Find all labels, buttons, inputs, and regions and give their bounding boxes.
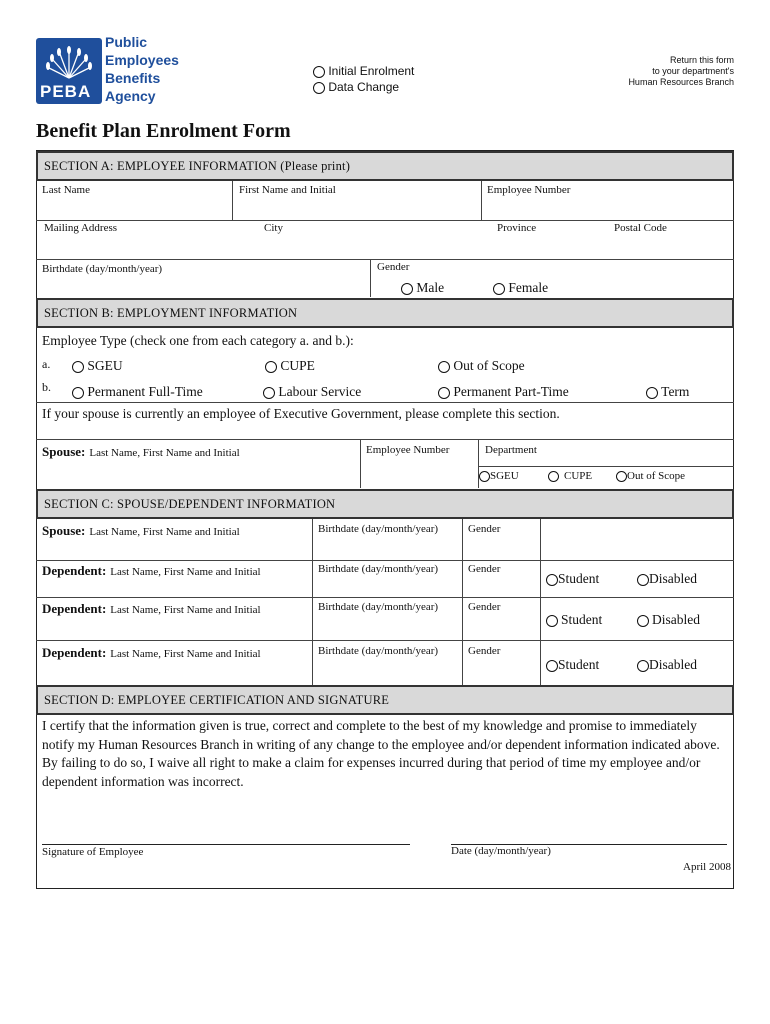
dependent-1-disabled-option[interactable]: Disabled: [637, 571, 697, 587]
dept-cupe-option[interactable]: CUPE: [548, 470, 592, 482]
radio-icon[interactable]: [265, 361, 277, 373]
spouse-birthdate-label: Birthdate (day/month/year): [318, 523, 439, 535]
mailing-address-label: Mailing Address: [44, 222, 118, 234]
employee-number-label: Employee Number: [487, 184, 571, 196]
first-name-label: First Name and Initial: [239, 184, 336, 196]
spouse-note: If your spouse is currently an employee of Executive Government, please complete this section.: [42, 406, 560, 421]
radio-icon[interactable]: [493, 283, 505, 295]
employee-number-field[interactable]: [485, 197, 730, 217]
data-change-option[interactable]: Data Change: [313, 80, 399, 94]
initial-enrolment-option[interactable]: Initial Enrolment: [313, 64, 414, 78]
city-label: City: [264, 222, 283, 234]
radio-icon[interactable]: [637, 660, 649, 672]
radio-icon[interactable]: [438, 387, 450, 399]
radio-icon[interactable]: [546, 574, 558, 586]
dependent-3-label: Dependent: Last Name, First Name and Initial: [42, 645, 261, 660]
spouse-gender-label: Gender: [468, 523, 501, 535]
radio-icon[interactable]: [546, 660, 558, 672]
dependent-3-disabled-option[interactable]: Disabled: [637, 657, 697, 673]
signature-label: Signature of Employee: [42, 846, 144, 858]
female-option[interactable]: Female: [493, 280, 548, 296]
last-name-field[interactable]: [40, 197, 228, 217]
dependent-1-label: Dependent: Last Name, First Name and Initial: [42, 563, 261, 578]
radio-icon[interactable]: [479, 471, 490, 482]
male-option[interactable]: Male: [401, 280, 444, 296]
form-version: April 2008: [683, 861, 731, 873]
signature-line[interactable]: [42, 844, 410, 845]
radio-icon[interactable]: [72, 361, 84, 373]
radio-icon[interactable]: [313, 66, 325, 78]
certification-text: I certify that the information given is true, correct and complete to the best of my knowledge and promise to immediately notify my Human Resources Branch in writing of any change to the employee and/or dependent information indicated above. By failing to do so, I waive all right to make a claim for expenses incurred during that period of time my employee and/or dependent information was incorrect.: [42, 718, 720, 789]
dependent-2-label: Dependent: Last Name, First Name and Initial: [42, 601, 261, 616]
agency-name: Public Employees Benefits Agency: [105, 34, 179, 104]
term-option[interactable]: Term: [646, 384, 689, 400]
spouse-row-label: Spouse: Last Name, First Name and Initial: [42, 523, 240, 538]
dependent-2-birthdate-label: Birthdate (day/month/year): [318, 601, 439, 613]
last-name-label: Last Name: [42, 184, 90, 196]
radio-icon[interactable]: [637, 574, 649, 586]
postal-code-label: Postal Code: [614, 222, 667, 234]
radio-icon[interactable]: [438, 361, 450, 373]
section-d-heading: SECTION D: EMPLOYEE CERTIFICATION AND SIGNATURE: [36, 685, 734, 715]
logo-wordmark: PEBA: [40, 82, 92, 101]
province-label: Province: [497, 222, 537, 234]
date-label: Date (day/month/year): [451, 845, 551, 857]
dependent-3-birthdate-label: Birthdate (day/month/year): [318, 645, 439, 657]
birthdate-field[interactable]: [40, 276, 366, 294]
row-a-label: a.: [42, 357, 51, 371]
department-label: Department: [485, 444, 537, 456]
employee-type-label: Employee Type (check one from each category a. and b.):: [42, 333, 354, 348]
peba-logo: [36, 38, 102, 104]
labour-service-option[interactable]: Labour Service: [263, 384, 361, 400]
dependent-1-student-option[interactable]: Student: [546, 571, 599, 587]
dept-out-of-scope-option[interactable]: Out of Scope: [616, 470, 685, 482]
radio-icon[interactable]: [313, 82, 325, 94]
first-name-field[interactable]: [236, 197, 476, 217]
dependent-3-gender-label: Gender: [468, 645, 501, 657]
permanent-full-time-option[interactable]: Permanent Full-Time: [72, 384, 203, 400]
dependent-1-birthdate-label: Birthdate (day/month/year): [318, 563, 439, 575]
sgeu-option[interactable]: SGEU: [72, 358, 123, 374]
section-a-heading: SECTION A: EMPLOYEE INFORMATION (Please print): [36, 151, 734, 181]
radio-icon[interactable]: [401, 283, 413, 295]
spouse-employee-number-label: Employee Number: [366, 444, 450, 456]
cupe-option[interactable]: CUPE: [265, 358, 315, 374]
section-b-heading: SECTION B: EMPLOYMENT INFORMATION: [36, 298, 734, 328]
radio-icon[interactable]: [546, 615, 558, 627]
out-of-scope-option[interactable]: Out of Scope: [438, 358, 525, 374]
row-b-label: b.: [42, 380, 51, 394]
radio-icon[interactable]: [646, 387, 658, 399]
birthdate-label: Birthdate (day/month/year): [42, 263, 163, 275]
mailing-address-field[interactable]: [40, 236, 730, 256]
dependent-2-gender-label: Gender: [468, 601, 501, 613]
gender-label: Gender: [377, 261, 410, 273]
return-instructions: Return this form to your department's Human Resources Branch: [628, 55, 734, 87]
radio-icon[interactable]: [72, 387, 84, 399]
dependent-2-student-option[interactable]: Student: [546, 612, 602, 628]
dept-sgeu-option[interactable]: SGEU: [479, 470, 519, 482]
page-title: Benefit Plan Enrolment Form: [36, 120, 291, 142]
dependent-1-gender-label: Gender: [468, 563, 501, 575]
spouse-name-label: Spouse: Last Name, First Name and Initial: [42, 444, 240, 459]
radio-icon[interactable]: [616, 471, 627, 482]
section-c-heading: SECTION C: SPOUSE/DEPENDENT INFORMATION: [36, 489, 734, 519]
radio-icon[interactable]: [637, 615, 649, 627]
permanent-part-time-option[interactable]: Permanent Part-Time: [438, 384, 569, 400]
radio-icon[interactable]: [263, 387, 275, 399]
dependent-2-disabled-option[interactable]: Disabled: [637, 612, 700, 628]
dependent-3-student-option[interactable]: Student: [546, 657, 599, 673]
radio-icon[interactable]: [548, 471, 559, 482]
